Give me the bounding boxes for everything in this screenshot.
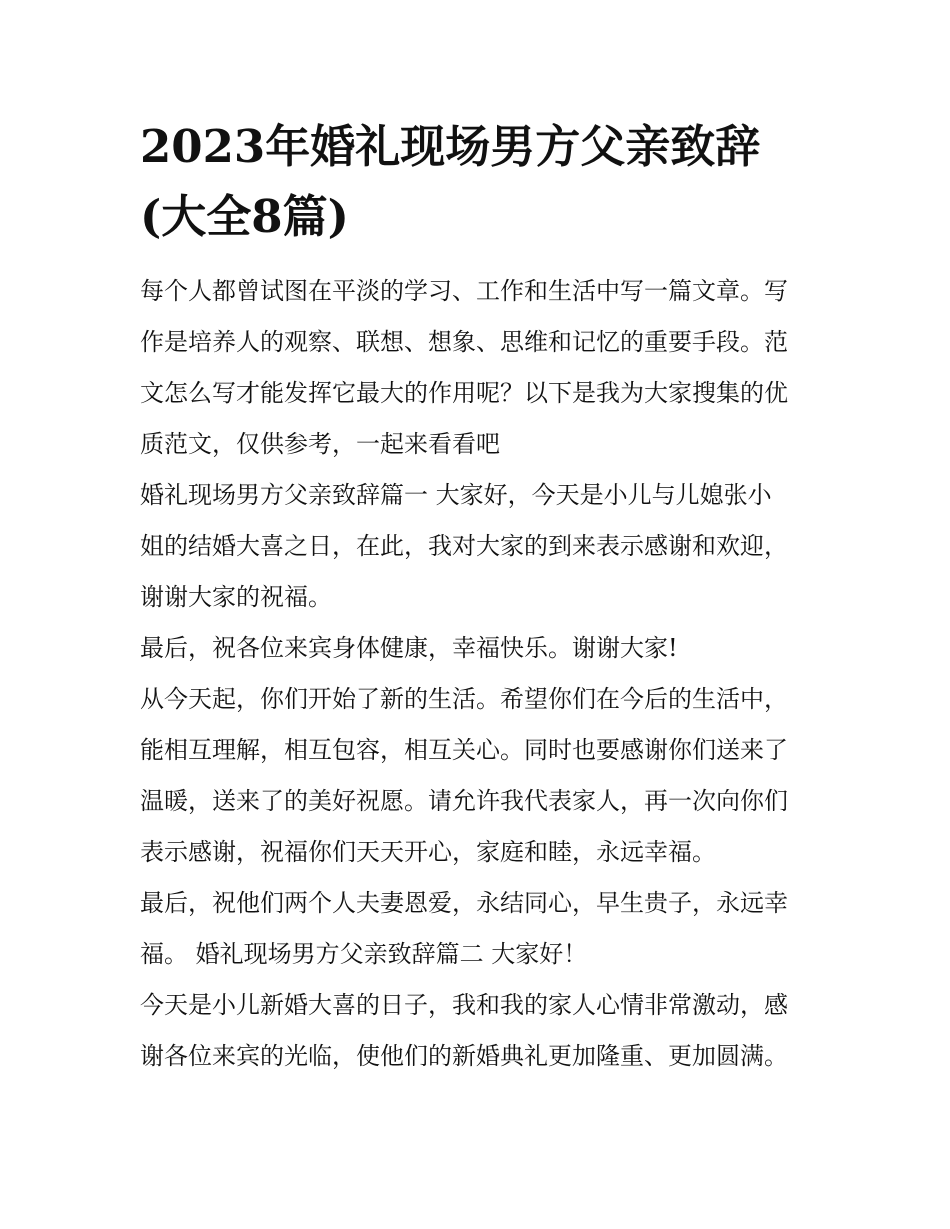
title-line-2: (大全8篇) <box>140 190 349 243</box>
title-line-1: 2023年婚礼现场男方父亲致辞 <box>140 120 761 173</box>
paragraph-intro: 每个人都曾试图在平淡的学习、工作和生活中写一篇文章。写 作是培养人的观察、联想、想象、思维和记忆的重要手段。范 文怎么写才能发挥它最大的作用呢？以下是我为大家搜集的优 质范文，仅供参考，一起来看看吧 <box>140 277 788 458</box>
paragraph-blessing: 最后，祝他们两个人夫妻恩爱，永结同心，早生贵子，永远幸 福。 婚礼现场男方父亲致辞篇二 大家好！ <box>140 889 788 968</box>
paragraph-speech-1-opening: 婚礼现场男方父亲致辞篇一 大家好，今天是小儿与儿媳张小 姐的结婚大喜之日，在此，我对大家的到来表示感谢和欢迎， 谢谢大家的祝福。 <box>140 481 788 611</box>
paragraph-speech-2: 今天是小儿新婚大喜的日子，我和我的家人心情非常激动，感 谢各位来宾的光临，使他们的新婚典礼更加隆重、更加圆满。 <box>140 991 788 1070</box>
document-body <box>140 112 812 1082</box>
paragraph-new-life: 从今天起，你们开始了新的生活。希望你们在今后的生活中， 能相互理解，相互包容，相互关心。同时也要感谢你们送来了 温暖，送来了的美好祝愿。请允许我代表家人，再一次向你们 表示感谢，祝福你们天天开心，家庭和睦，永远幸福。 <box>140 685 788 866</box>
document-title <box>140 112 812 252</box>
paragraph-closing-wish: 最后，祝各位来宾身体健康，幸福快乐。谢谢大家! <box>140 634 678 662</box>
